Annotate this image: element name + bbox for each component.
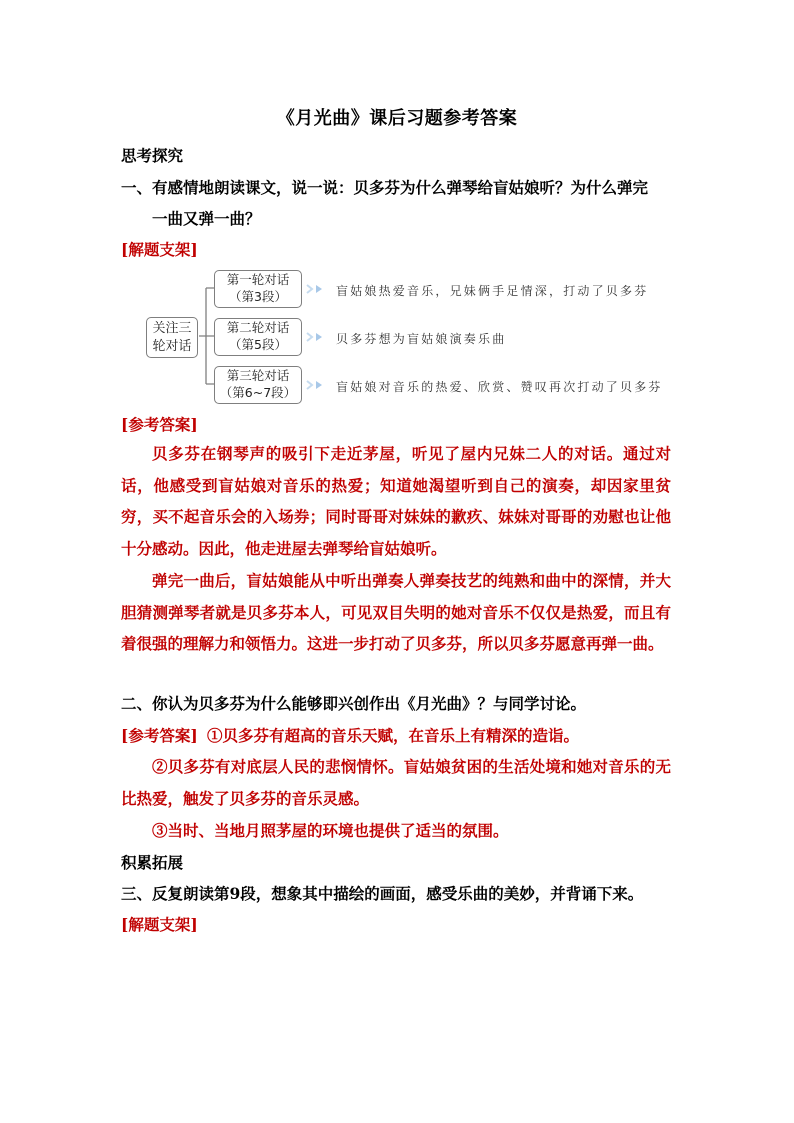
page-title: 《月光曲》课后习题参考答案 bbox=[276, 108, 518, 129]
arrow-icon bbox=[306, 380, 330, 390]
question-1-line-1: 一、有感情地朗读课文，说一说：贝多芬为什么弹琴给盲姑娘听？为什么弹完 bbox=[121, 178, 649, 197]
answer-2-item-1: ①贝多芬有超高的音乐天赋，在音乐上有精深的造诣。 bbox=[207, 726, 580, 745]
diagram-root-node bbox=[146, 317, 198, 358]
framework-label-2: [解题支架] bbox=[121, 915, 198, 934]
stage-name: 第一轮对话 bbox=[226, 272, 290, 287]
root-line-2: 轮对话 bbox=[152, 339, 192, 354]
dialogue-stage-3 bbox=[214, 366, 302, 404]
stage-paragraph: （第3段） bbox=[229, 289, 287, 304]
answer-2-item-2: ②贝多芬有对底层人民的悲悯情怀。盲姑娘贫困的生活处境和她对音乐的无比热爱，触发了贝多芬的音乐灵感。 bbox=[121, 757, 671, 808]
stage-paragraph: （第6~7段） bbox=[219, 385, 297, 400]
stage-paragraph: （第5段） bbox=[229, 337, 287, 352]
arrow-icon bbox=[306, 332, 330, 342]
dialogue-stage-2 bbox=[214, 318, 302, 356]
answer-1-paragraph-2: 弹完一曲后，盲姑娘能从中听出弹奏人弹奏技艺的纯熟和曲中的深情，并大胆猜测弹琴者就是贝多芬本人，可见双目失明的她对音乐不仅仅是热爱，而且有着很强的理解力和领悟力。这进一步打动了贝多芬，所以贝多芬愿意再弹一曲。 bbox=[121, 571, 671, 654]
stage-2-description: 贝多芬想为盲姑娘演奏乐曲 bbox=[336, 332, 507, 346]
section-heading-accumulation: 积累拓展 bbox=[121, 853, 184, 872]
stage-3-description: 盲姑娘对音乐的热爱、欣赏、赞叹再次打动了贝多芬 bbox=[336, 380, 663, 394]
section-heading-thinking: 思考探究 bbox=[121, 146, 184, 165]
answer-label-1: [参考答案] bbox=[121, 415, 198, 434]
question-3: 三、反复朗读第9段，想象其中描绘的画面，感受乐曲的美妙，并背诵下来。 bbox=[121, 884, 644, 903]
question-1-line-2: 一曲又弹一曲？ bbox=[152, 209, 261, 228]
three-dialogue-diagram bbox=[146, 268, 686, 408]
dialogue-stage-1 bbox=[214, 270, 302, 308]
answer-1-paragraph-1: 贝多芬在钢琴声的吸引下走近茅屋，听见了屋内兄妹二人的对话。通过对话，他感受到盲姑娘对音乐的热爱；知道她渴望听到自己的演奏，却因家里贫穷，买不起音乐会的入场券；同时哥哥对妹妹的歉疚、妹妹对哥哥的劝慰也让他十分感动。因此，他走进屋去弹琴给盲姑娘听。 bbox=[121, 444, 671, 558]
stage-name: 第二轮对话 bbox=[226, 320, 290, 335]
stage-1-description: 盲姑娘热爱音乐，兄妹俩手足情深，打动了贝多芬 bbox=[336, 284, 649, 298]
stage-name: 第三轮对话 bbox=[226, 368, 290, 383]
framework-label: [解题支架] bbox=[121, 240, 198, 259]
arrow-icon bbox=[306, 284, 330, 294]
answer-2-label: [参考答案] bbox=[121, 726, 198, 745]
answer-2-item-3: ③当时、当地月照茅屋的环境也提供了适当的氛围。 bbox=[152, 821, 509, 840]
root-line-1: 关注三 bbox=[152, 321, 192, 336]
question-2: 二、你认为贝多芬为什么能够即兴创作出《月光曲》？与同学讨论。 bbox=[121, 694, 587, 713]
